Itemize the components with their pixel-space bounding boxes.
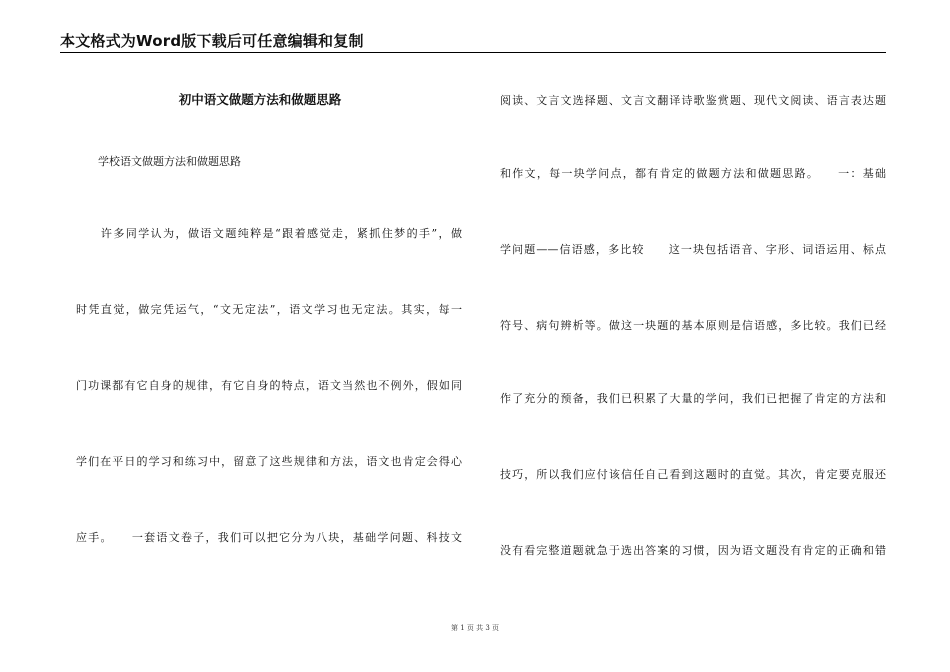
paragraph-line: 技巧，所以我们应付该信任自己看到这题时的直觉。其次，肯定要克服还 (500, 468, 886, 481)
right-column (500, 0, 886, 672)
paragraph-line: 作了充分的预备，我们已积累了大量的学问，我们已把握了肯定的方法和 (500, 392, 886, 405)
paragraph-line: 应手。 一套语文卷子，我们可以把它分为八块，基础学问题、科技文 (76, 531, 462, 544)
paragraph-line: 和作文，每一块学问点，都有肯定的做题方法和做题思路。 一：基础 (500, 167, 886, 180)
paragraph-line: 许多同学认为，做语文题纯粹是“跟着感觉走，紧抓住梦的手”，做 (76, 227, 462, 240)
paragraph-line: 符号、病句辨析等。做这一块题的基本原则是信语感，多比较。我们已经 (500, 319, 886, 332)
paragraph-line: 没有看完整道题就急于选出答案的习惯，因为语文题没有肯定的正确和错 (500, 544, 886, 557)
paragraph-line: 时凭直觉，做完凭运气，“文无定法”，语文学习也无定法。其实，每一 (76, 303, 462, 316)
paragraph-line: 门功课都有它自身的规律，有它自身的特点，语文当然也不例外，假如同 (76, 379, 462, 392)
left-column (76, 0, 462, 672)
paragraph-line: 学问题——信语感，多比较 这一块包括语音、字形、词语运用、标点 (500, 243, 886, 256)
paragraph-line: 学们在平日的学习和练习中，留意了这些规律和方法，语文也肯定会得心 (76, 455, 462, 468)
paragraph-line: 阅读、文言文选择题、文言文翻译诗歌鉴赏题、现代文阅读、语言表达题 (500, 94, 886, 107)
page-number: 第 1 页 共 3 页 (450, 624, 500, 632)
paragraph-line: 学校语文做题方法和做题思路 (76, 155, 241, 168)
download-banner: 本文格式为Word版下载后可任意编辑和复制 (60, 32, 364, 50)
document-title: 初中语文做题方法和做题思路 (178, 92, 342, 107)
